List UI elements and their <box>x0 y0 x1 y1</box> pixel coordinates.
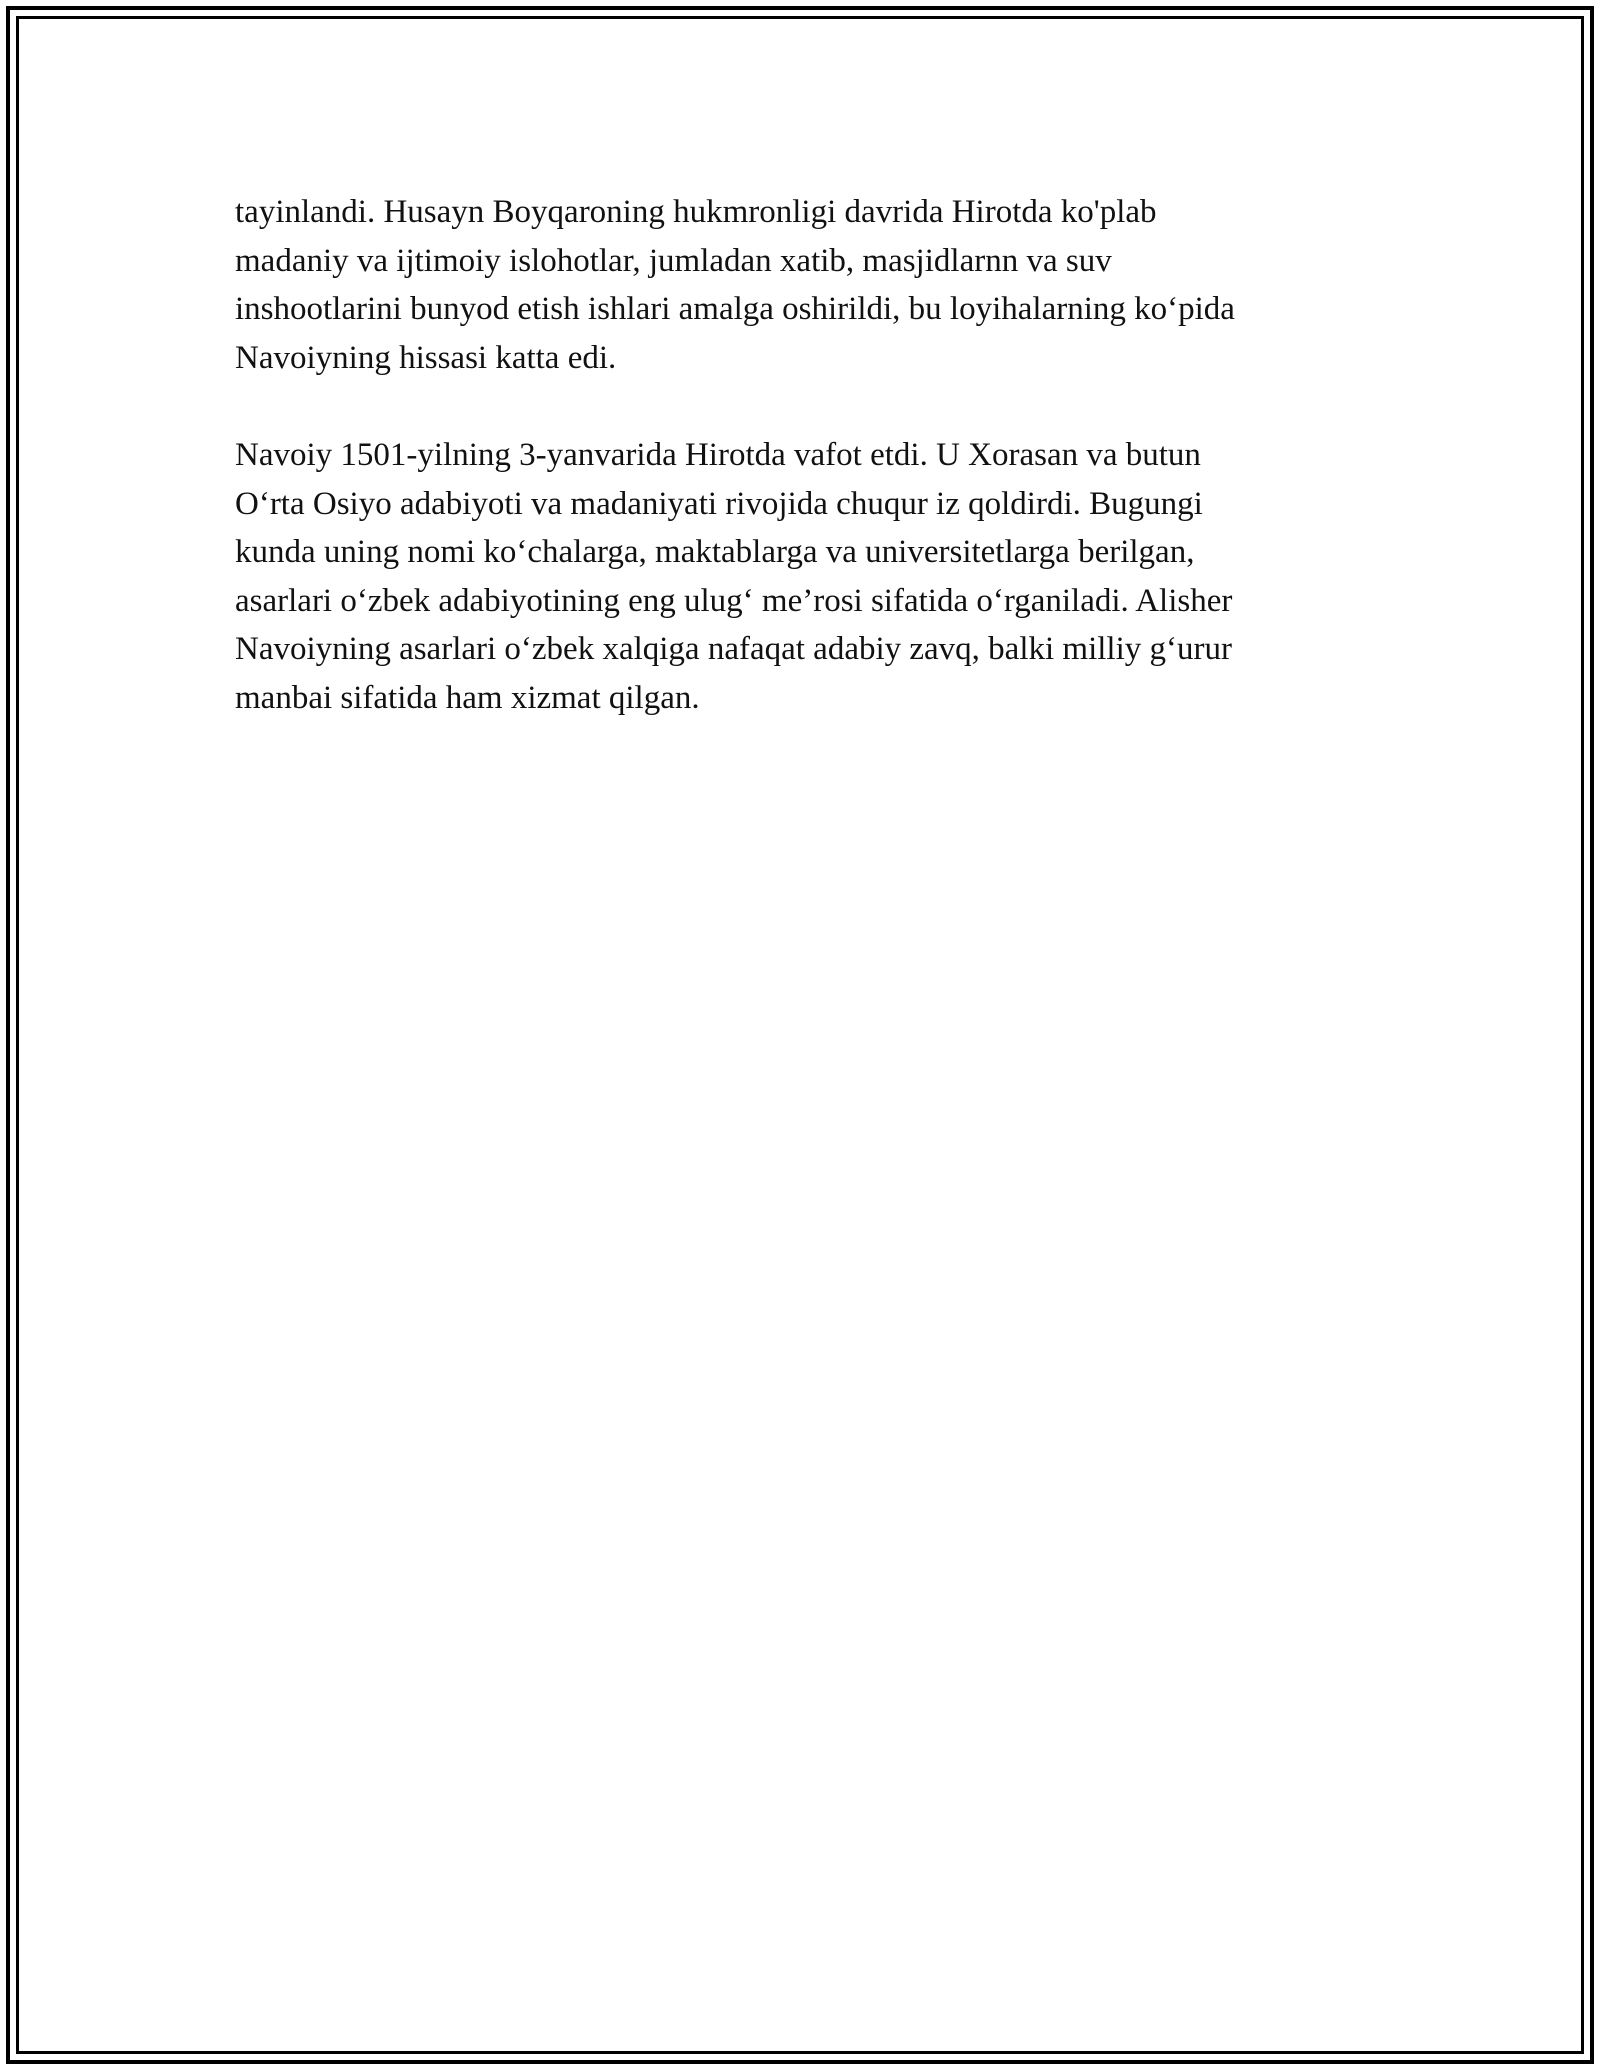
document-body <box>235 188 1370 771</box>
text-line: Navoiyning hissasi katta edi. <box>235 339 617 376</box>
text-line: asarlari o‘zbek adabiyotining eng ulug‘ me’rosi sifatida o‘rganiladi. Alisher <box>235 582 1233 619</box>
text-line: kunda uning nomi ko‘chalarga, maktablarga va universitetlarga berilgan, <box>235 534 1195 570</box>
text-line: manbai sifatida ham xizmat qilgan. <box>235 679 700 716</box>
text-line: Navoiyning asarlari o‘zbek xalqiga nafaqat adabiy zavq, balki milliy g‘urur <box>235 631 1232 667</box>
text-line: inshootlarini bunyod etish ishlari amalga oshirildi, bu loyihalarning ko‘pida <box>235 291 1235 327</box>
paragraph-1 <box>235 188 1370 382</box>
text-line: madaniy va ijtimoiy islohotlar, jumladan xatib, masjidlarnn va suv <box>235 242 1112 279</box>
text-line: Navoiy 1501-yilning 3-yanvarida Hirotda vafot etdi. U Xorasan va butun <box>235 437 1201 473</box>
text-line: tayinlandi. Husayn Boyqaroning hukmronligi davrida Hirotda ko'plab <box>235 194 1157 230</box>
paragraph-2 <box>235 431 1370 722</box>
text-line: O‘rta Osiyo adabiyoti va madaniyati rivojida chuqur iz qoldirdi. Bugungi <box>235 485 1203 522</box>
